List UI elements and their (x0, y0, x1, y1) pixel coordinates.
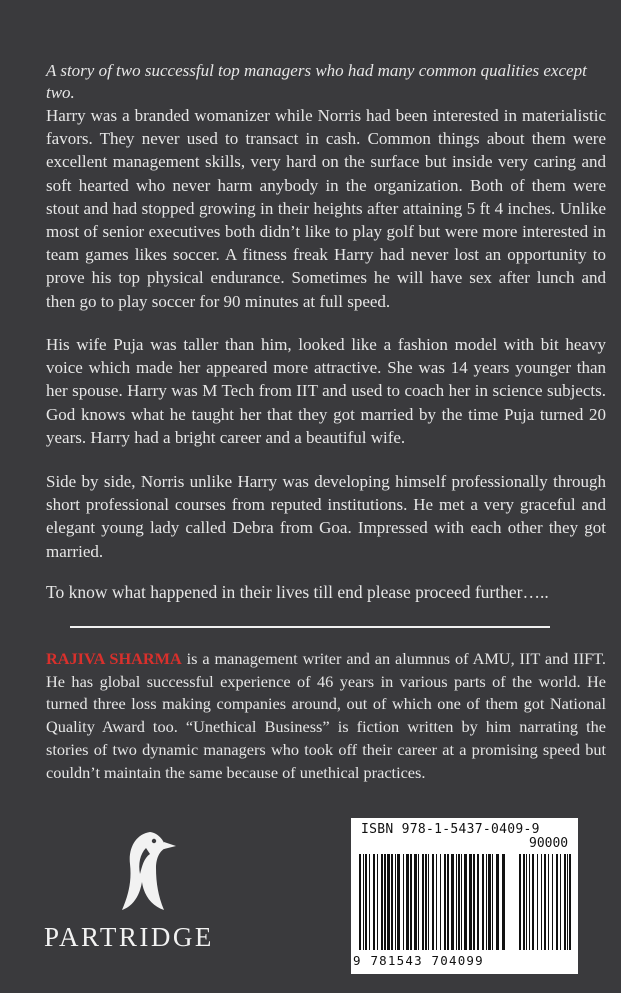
price-bar (519, 854, 521, 950)
price-bar (537, 854, 538, 950)
barcode-bar (456, 854, 457, 950)
price-bar (556, 854, 558, 950)
price-bar (532, 854, 534, 950)
barcode-bar (496, 854, 499, 950)
barcode-bar (440, 854, 441, 950)
barcode-bars (357, 854, 573, 952)
barcode-bar (377, 854, 378, 950)
barcode-bar (447, 854, 449, 950)
barcode-bar (395, 854, 396, 950)
barcode-bar (469, 854, 472, 950)
divider (70, 626, 550, 628)
barcode-bar (502, 854, 505, 950)
barcode-bar (414, 854, 417, 950)
barcode-bar (461, 854, 462, 950)
synopsis-paragraph-3: Side by side, Norris unlike Harry was developing himself professionally through short professional courses from reputed institutions. He met a very graceful and elegant young lady called Debra from Goa. Impressed with each other they got married. (46, 472, 606, 561)
author-name: RAJIVA SHARMA (46, 649, 182, 668)
tagline: A story of two successful top managers who had many common qualities except two. (46, 61, 587, 102)
barcode-bar (451, 854, 454, 950)
barcode-bar (482, 854, 484, 950)
barcode-bar (444, 854, 446, 950)
isbn-barcode (351, 818, 578, 974)
barcode-bar (492, 854, 493, 950)
barcode-bar (458, 854, 460, 950)
barcode-bar (363, 854, 364, 950)
barcode-bar (486, 854, 487, 950)
barcode-bar (464, 854, 467, 950)
barcode-bar (432, 854, 434, 950)
price-bar (526, 854, 527, 950)
author-bio (46, 648, 606, 784)
author-bio-text: is a management writer and an alumnus of AMU, IIT and IIFT. He has global successful experience of 46 years in various parts of the world. He turned three loss making companies around, out of which one of them got National Quality Award too. “Unethical Business” is fiction written by him narrating the stories of two dynamic managers who took off their career at a promising speed but couldn’t maintain the same because of unethical practices. (46, 649, 606, 782)
isbn-label: ISBN 978-1-5437-0409-9 (361, 822, 540, 837)
price-bar (567, 854, 568, 950)
barcode-bar (418, 854, 419, 950)
barcode-bar (384, 854, 386, 950)
barcode-bar (488, 854, 491, 950)
price-bar (569, 854, 571, 950)
barcode-bar (422, 854, 424, 950)
price-bar (541, 854, 542, 950)
price-code: 90000 (529, 836, 569, 851)
barcode-bar (428, 854, 429, 950)
call-to-action: To know what happened in their lives till end please proceed further….. (46, 582, 549, 602)
barcode-bar (387, 854, 390, 950)
barcode-digits: 9 781543 704099 (353, 953, 484, 968)
barcode-bar (369, 854, 370, 950)
synopsis-paragraph-2: His wife Puja was taller than him, looked like a fashion model with bit heavy voice which made her appeared more attractive. She was 14 years younger than her spouse. Harry was M Tech from IIT and used to coach her in science subjects. God knows what he taught her that they got married by the time Puja turned 20 years. Harry had a bright career and a beautiful wife. (46, 335, 606, 447)
price-bar (529, 854, 530, 950)
barcode-bar (425, 854, 427, 950)
price-bar (544, 854, 546, 950)
barcode-bar (373, 854, 375, 950)
price-bar (552, 854, 553, 950)
barcode-bar (397, 854, 400, 950)
price-bar (560, 854, 561, 950)
synopsis-paragraph-1: Harry was a branded womanizer while Norris had been interested in materialistic favors. They never used to transact in cash. Common things about them were excellent management skills, very hard on the surface but inside very caring and soft hearted who never harm anybody in the organization. Both of them were stout and had stopped growing in their heights after attaining 5 ft 4 inches. Unlike most of senior executives both didn’t like to play golf but were more interested in team games likes soccer. A fitness freak Harry had never lost an opportunity to prove his top physical endurance. Sometimes he will have sex after lunch and then go to play soccer for 90 minutes at full speed. (46, 106, 606, 311)
publisher-logo (44, 830, 254, 955)
barcode-bar (436, 854, 437, 950)
publisher-name: PARTRIDGE (44, 922, 214, 952)
barcode-bar (406, 854, 409, 950)
barcode-bar (365, 854, 367, 950)
barcode-bar (359, 854, 361, 950)
penguin-icon (120, 830, 178, 914)
barcode-bar (410, 854, 412, 950)
price-bar (548, 854, 549, 950)
price-bar (564, 854, 566, 950)
barcode-bar (477, 854, 479, 950)
barcode-bar (391, 854, 393, 950)
price-bar (523, 854, 525, 950)
barcode-bar (381, 854, 383, 950)
barcode-bar (473, 854, 475, 950)
barcode-bar (403, 854, 404, 950)
